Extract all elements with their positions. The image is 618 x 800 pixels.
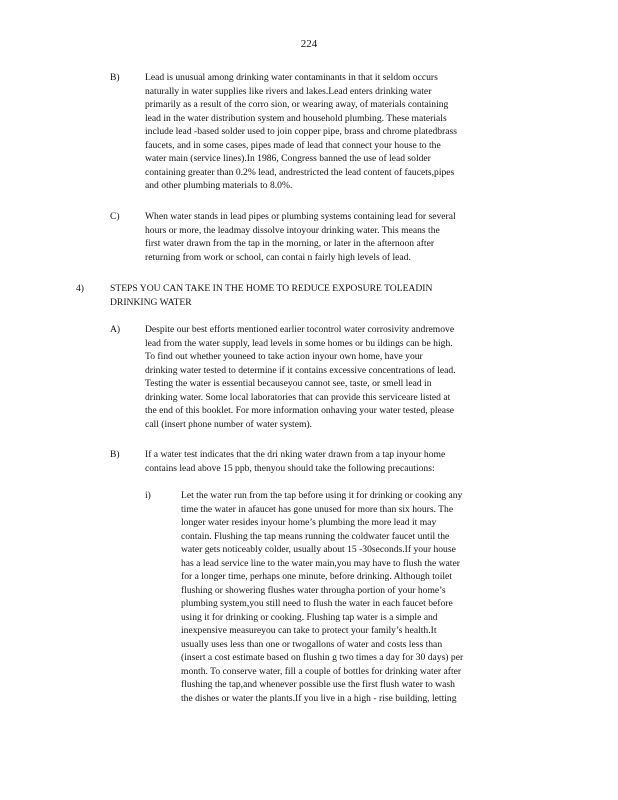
- text-line: water gets noticeably colder, usually about 15 -30seconds.If your house: [181, 544, 456, 555]
- text-line: To find out whether youneed to take action inyour own home, have your: [145, 351, 423, 362]
- text-line: call (insert phone number of water system).: [145, 418, 313, 430]
- text-line: and other plumbing materials to 8.0%.: [145, 180, 293, 191]
- text-line: primarily as a result of the corro sion, or wearing away, of materials containing: [145, 99, 449, 110]
- text-line: lead from the water supply, lead levels in some homes or bu ildings can be high.: [145, 337, 453, 349]
- section-number: 4): [76, 283, 84, 294]
- text-line: the dishes or water the plants.If you live in a high - rise building, letting: [181, 692, 457, 704]
- text-line: include lead -based solder used to join copper pipe, brass and chrome platedbrass: [145, 126, 457, 137]
- text-line: Despite our best efforts mentioned earlier tocontrol water corrosivity andremove: [145, 324, 455, 335]
- item-label: C): [110, 211, 120, 222]
- heading: [110, 282, 432, 309]
- heading-line: DRINKING WATER: [110, 296, 192, 308]
- text-line: containing greater than 0.2% lead, andrestricted the lead content of faucets,pipes: [145, 166, 455, 178]
- paragraph: [145, 323, 456, 431]
- text-line: flushing the tap,and whenever possible use the first flush water to wash: [181, 679, 455, 690]
- text-line: drinking water. Some local laboratories that can provide this serviceare listed at: [145, 391, 451, 403]
- text-line: When water stands in lead pipes or plumbing systems containing lead for several: [145, 211, 456, 222]
- text-line: Let the water run from the tap before using it for drinking or cooking any: [181, 490, 463, 501]
- text-line: Lead is unusual among drinking water contaminants in that it seldom occurs: [145, 72, 438, 83]
- page-number: 224: [300, 38, 318, 50]
- paragraph: [145, 210, 456, 264]
- text-line: lead in the water distribution system and household plumbing. These materials: [145, 112, 447, 124]
- text-line: naturally in water supplies like rivers and lakes.Lead enters drinking water: [145, 85, 432, 97]
- heading-line: STEPS YOU CAN TAKE IN THE HOME TO REDUCE EXPOSURE TOLEADIN: [110, 283, 433, 294]
- text-line: faucets, and in some cases, pipes made of lead that connect your house to the: [145, 139, 441, 151]
- text-line: the end of this booklet. For more information onhaving your water tested, please: [145, 405, 455, 416]
- item-label: A): [110, 324, 121, 335]
- item-label: B): [110, 449, 120, 460]
- text-line: plumbing system,you still need to flush the water in each faucet before: [181, 598, 453, 609]
- text-line: (insert a cost estimate based on flushin g two times a day for 30 days) per: [181, 652, 464, 663]
- text-line: flushing or showering flushes water througha portion of your home’s: [181, 584, 446, 596]
- text-line: usually uses less than one or twogallons of water and costs less than: [181, 638, 443, 650]
- text-line: returning from work or school, can contai n fairly high levels of lead.: [145, 251, 411, 263]
- text-line: month. To conserve water, fill a couple of bottles for drinking water after: [181, 665, 462, 677]
- item-label: i): [145, 490, 151, 501]
- text-line: hours or more, the leadmay dissolve intoyour drinking water. This means the: [145, 224, 440, 236]
- text-line: inexpensive measureyou can take to protect your family’s health.It: [181, 625, 437, 636]
- paragraph: [145, 448, 445, 475]
- text-line: for a longer time, perhaps one minute, before drinking. Although toilet: [181, 571, 452, 582]
- text-line: contains lead above 15 ppb, thenyou should take the following precautions:: [145, 462, 435, 474]
- text-line: longer water resides inyour home’s plumbing the more lead it may: [181, 517, 437, 528]
- paragraph: [145, 71, 457, 193]
- text-line: using it for drinking or cooking. Flushing tap water is a simple and: [181, 611, 438, 623]
- text-line: Testing the water is essential becauseyou cannot see, taste, or smell lead in: [145, 378, 432, 389]
- text-line: first water drawn from the tap in the morning, or later in the afternoon after: [145, 238, 435, 249]
- paragraph: [181, 489, 463, 705]
- item-label: B): [110, 72, 120, 83]
- text-line: time the water in afaucet has gone unused for more than six hours. The: [181, 503, 454, 515]
- text-line: water main (service lines).In 1986, Congress banned the use of lead solder: [145, 153, 431, 164]
- text-line: contain. Flushing the tap means running the coldwater faucet until the: [181, 530, 450, 542]
- text-line: If a water test indicates that the dri nking water drawn from a tap inyour home: [145, 449, 446, 460]
- text-line: drinking water tested to determine if it contains excessive concentrations of lead.: [145, 364, 456, 376]
- text-line: has a lead service line to the water main,you may have to flush the water: [181, 557, 460, 569]
